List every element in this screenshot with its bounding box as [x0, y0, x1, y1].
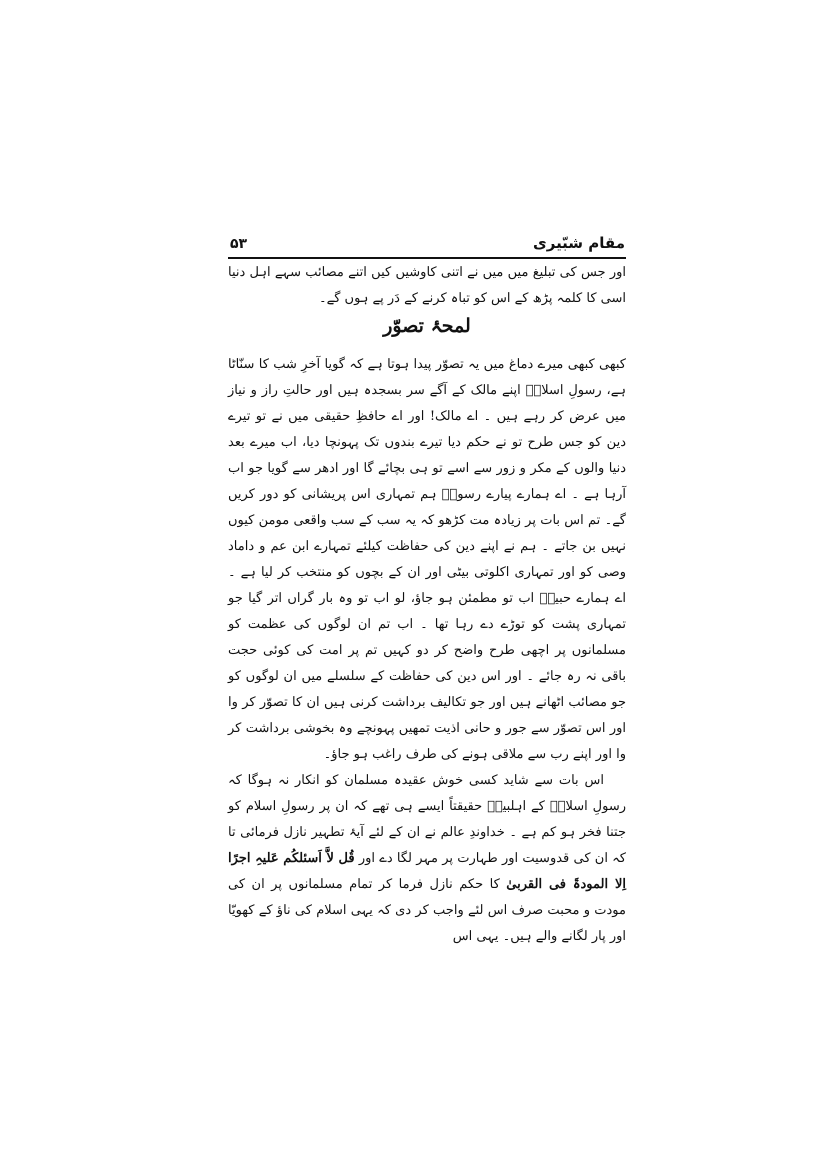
- running-title: مقام شبّیری: [532, 234, 625, 252]
- section-body: [228, 352, 626, 950]
- quranic-verse: قُل لاَّ اَسئلکُم عَلیہِ اجرًا اِلا المودۃَ فی القربیٰ: [228, 851, 627, 892]
- page-number: ۵۳: [230, 236, 248, 252]
- body-paragraph-2-part2: کا حکم نازل فرما کر تمام مسلمانوں پر ان کی مودت و محبت صرف اس لئے واجب کر دی کہ یہی اسلام کی ناؤ کے کھویّا اور پار لگانے والے ہیں۔ یہی اس: [228, 877, 626, 944]
- body-paragraph-2-part1: اس بات سے شاید کسی خوش عقیدہ مسلمان کو انکار نہ ہوگا کہ رسولِ اسلامؐ کے اہلبیتؑ حقیقتاً ایسے ہی تھے کہ ان پر رسولِ اسلام کو جتنا فخر ہو کم ہے ۔ خداوندِ عالم نے ان کے لئے آیۂ تطہیر نازل فرمائی تا کہ ان کی قدوسیت اور طہارت پر مہر لگا دے اور: [228, 773, 626, 866]
- body-paragraph-1: کبھی کبھی میرے دماغ میں یہ تصوّر پیدا ہوتا ہے کہ گویا آخرِ شب کا سنّاٹا ہے، رسولِ اسلامؐ اپنے مالک کے آگے سر بسجدہ ہیں اور حالتِ راز و نیاز میں عرض کر رہے ہیں ۔ اے مالک! اور اے حافظِ حقیقی میں نے تو تیرے دین کو جس طرح تو نے حکم دیا تیرے بندوں تک پہونچا دیا، اب میرے بعد دنیا والوں کے مکر و زور سے اسے تو ہی بچائے گا اور ادھر سے گویا جو اب آرہا ہے ۔ اے ہمارے پیارے رسولؐ ہم تمہاری اس پریشانی کو دور کریں گے۔ تم اس بات پر زیادہ مت کڑھو کہ یہ سب کے سب واقعی مومن کیوں نہیں بن جاتے ۔ ہم نے اپنے دین کی حفاظت کیلئے تمہارے ابن عم و داماد وصی کو اور تمہاری اکلوتی بیٹی اور ان کے بچوں کو منتخب کر لیا ہے ۔ اے ہمارے حبیبؐ اب تو مطمئن ہو جاؤ، لو اب تو وہ بار گراں اتر گیا جو تمہاری پشت کو توڑے دے رہا تھا ۔ اب تم ان لوگوں کی عظمت کو مسلمانوں پر اچھی طرح واضح کر دو کہیں تم پر امت کی کوئی حجت باقی نہ رہ جائے ۔ اور اس دین کی حفاظت کے سلسلے میں ان لوگوں کو جو مصائب اٹھانے ہیں اور جو تکالیف برداشت کرنی ہیں ان کا تصوّر کر وا اور اس تصوّر سے جور و حانی اذیت تمھیں پہونچے وہ بخوشی برداشت کر وا اور اپنے رب سے ملاقی ہونے کی طرف راغب ہو جاؤ۔: [228, 357, 626, 762]
- page-header: [230, 228, 625, 252]
- intro-text: [228, 260, 626, 312]
- body-paragraph-2: [228, 768, 626, 950]
- section-heading: لمحۂ تصوّر: [383, 315, 471, 337]
- header-rule: [228, 257, 626, 259]
- intro-paragraph: اور جس کی تبلیغ میں میں نے اتنی کاوشیں کیں اتنے مصائب سہے اہل دنیا اسی کا کلمہ پڑھ کے اس کو تباہ کرنے کے دَر پے ہوں گے۔: [228, 265, 626, 306]
